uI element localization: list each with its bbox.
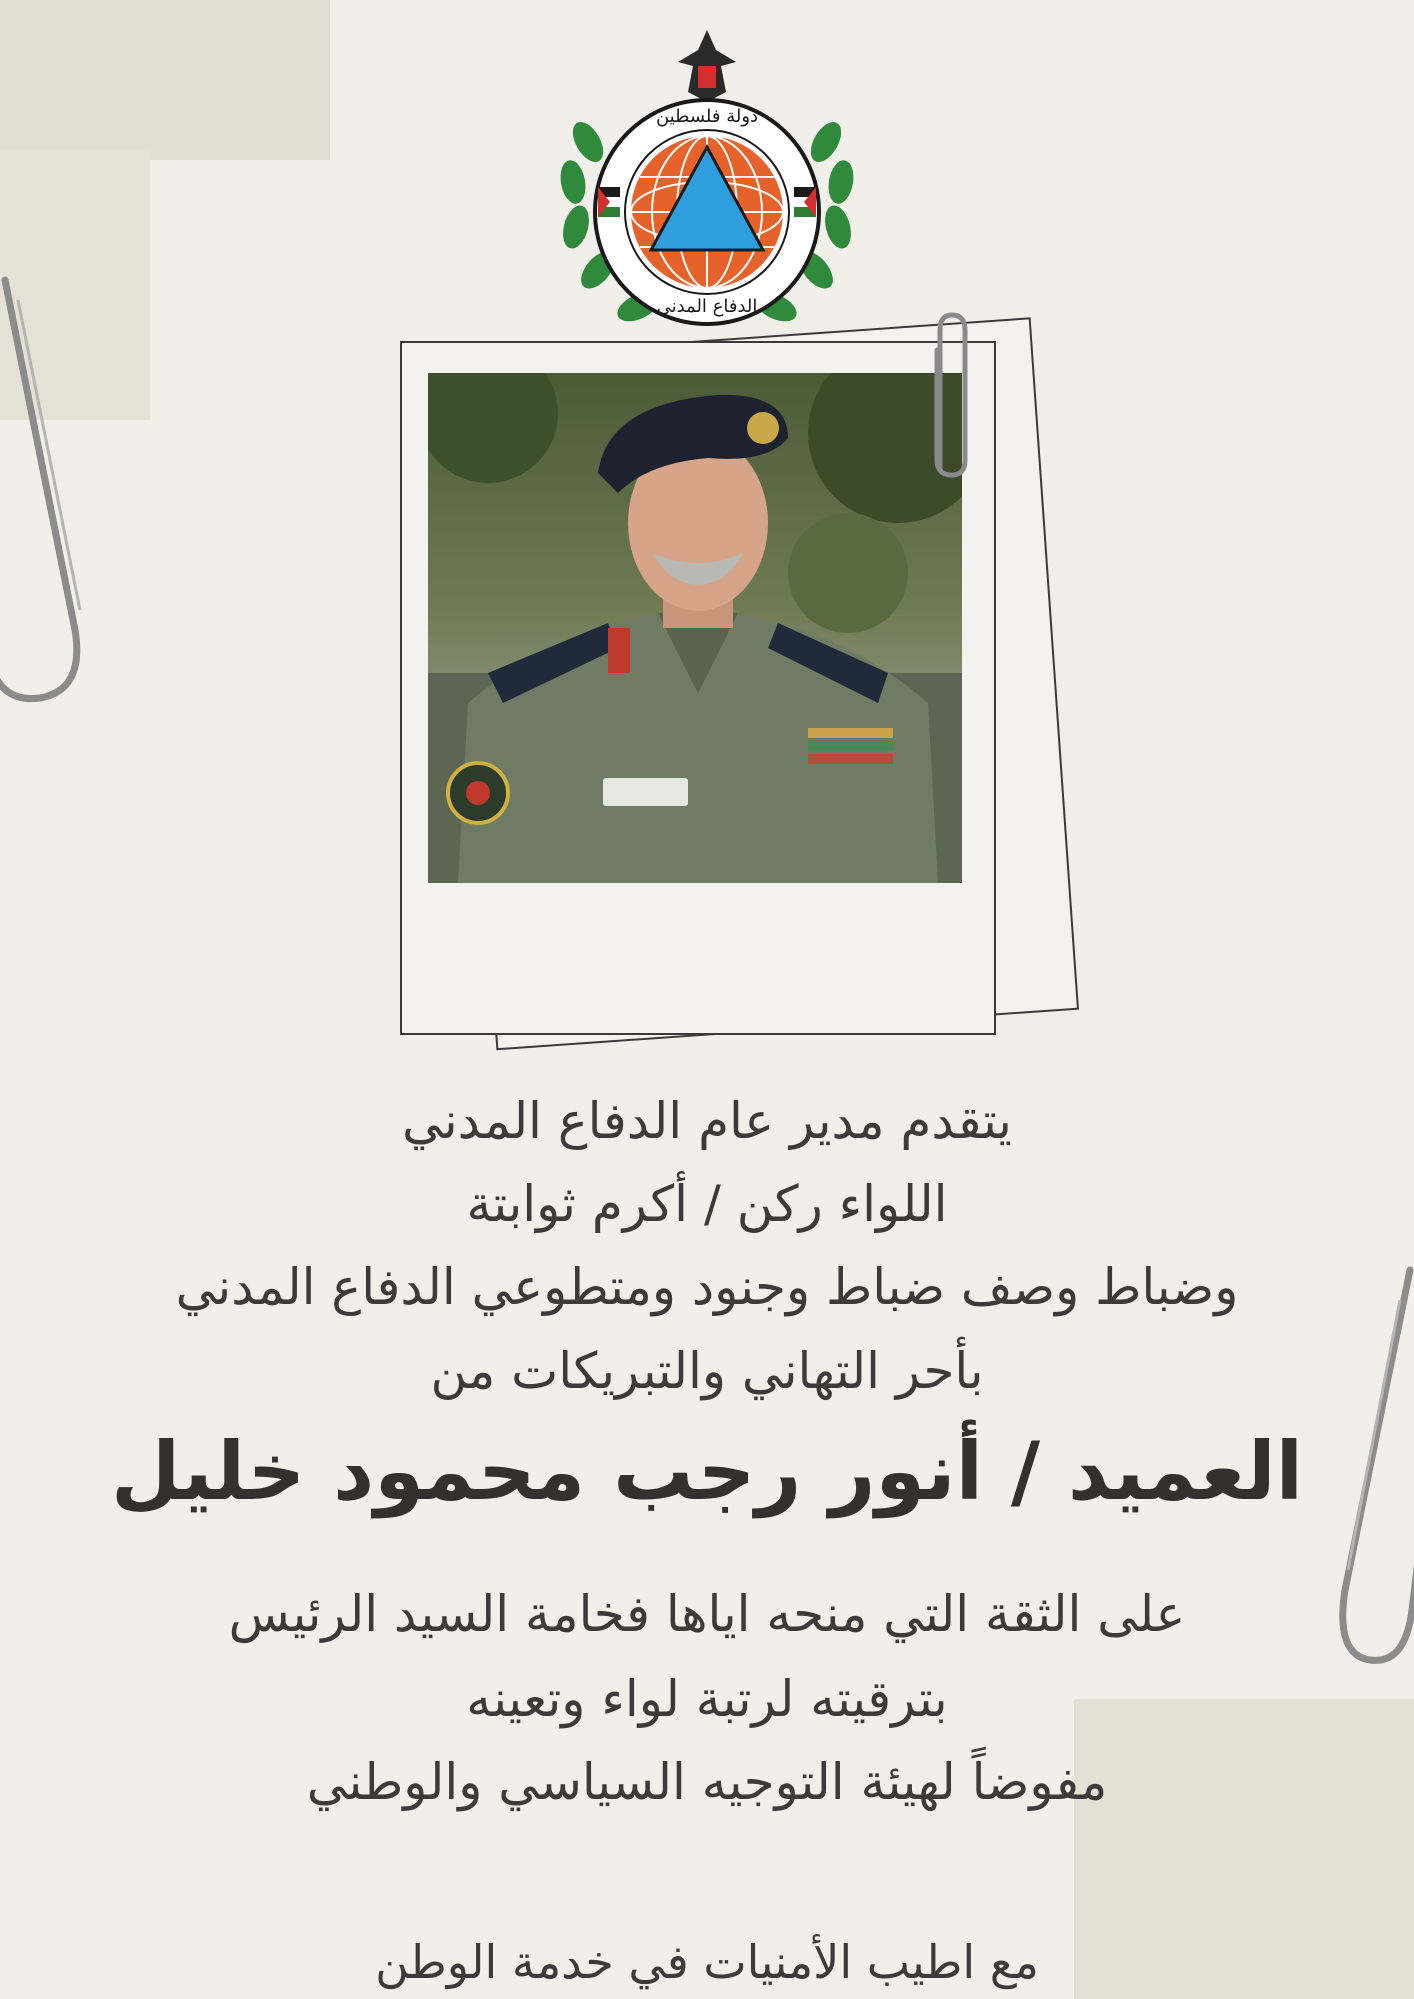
message-line-2: اللواء ركن / أكرم ثوابتة: [466, 1175, 948, 1233]
closing-line: مع اطيب الأمنيات في خدمة الوطن: [375, 1935, 1039, 1989]
photo-paperclip-icon: [925, 310, 975, 480]
flag-left-icon: [598, 187, 620, 217]
civil-defense-emblem: [548, 22, 866, 360]
officer-portrait: [428, 373, 962, 883]
message-line-3: وضباط وصف ضباط وجنود ومتطوعي الدفاع المدني: [175, 1258, 1239, 1316]
paper-scrap-top-left: [0, 0, 330, 160]
paperclip-left-icon: [0, 270, 110, 720]
photo-frame: [400, 341, 996, 1035]
flag-right-icon: [794, 187, 816, 217]
message-line-4: بأحر التهاني والتبريكات من: [430, 1342, 984, 1400]
emblem-bottom-text: الدفاع المدني: [656, 296, 758, 317]
eagle-icon: [678, 30, 736, 102]
message-line-8: مفوضاً لهيئة التوجيه السياسي والوطني: [306, 1753, 1108, 1811]
officer-portrait-icon: [428, 373, 962, 883]
message-line-7: بترقيته لرتبة لواء وتعينه: [466, 1670, 948, 1728]
emblem-top-text: دولة فلسطين: [655, 106, 759, 127]
message-line-1: يتقدم مدير عام الدفاع المدني: [402, 1092, 1012, 1150]
honoree-name: العميد / أنور رجب محمود خليل: [110, 1425, 1304, 1518]
message-line-6: على الثقة التي منحه اياها فخامة السيد الرئيس: [228, 1585, 1186, 1643]
